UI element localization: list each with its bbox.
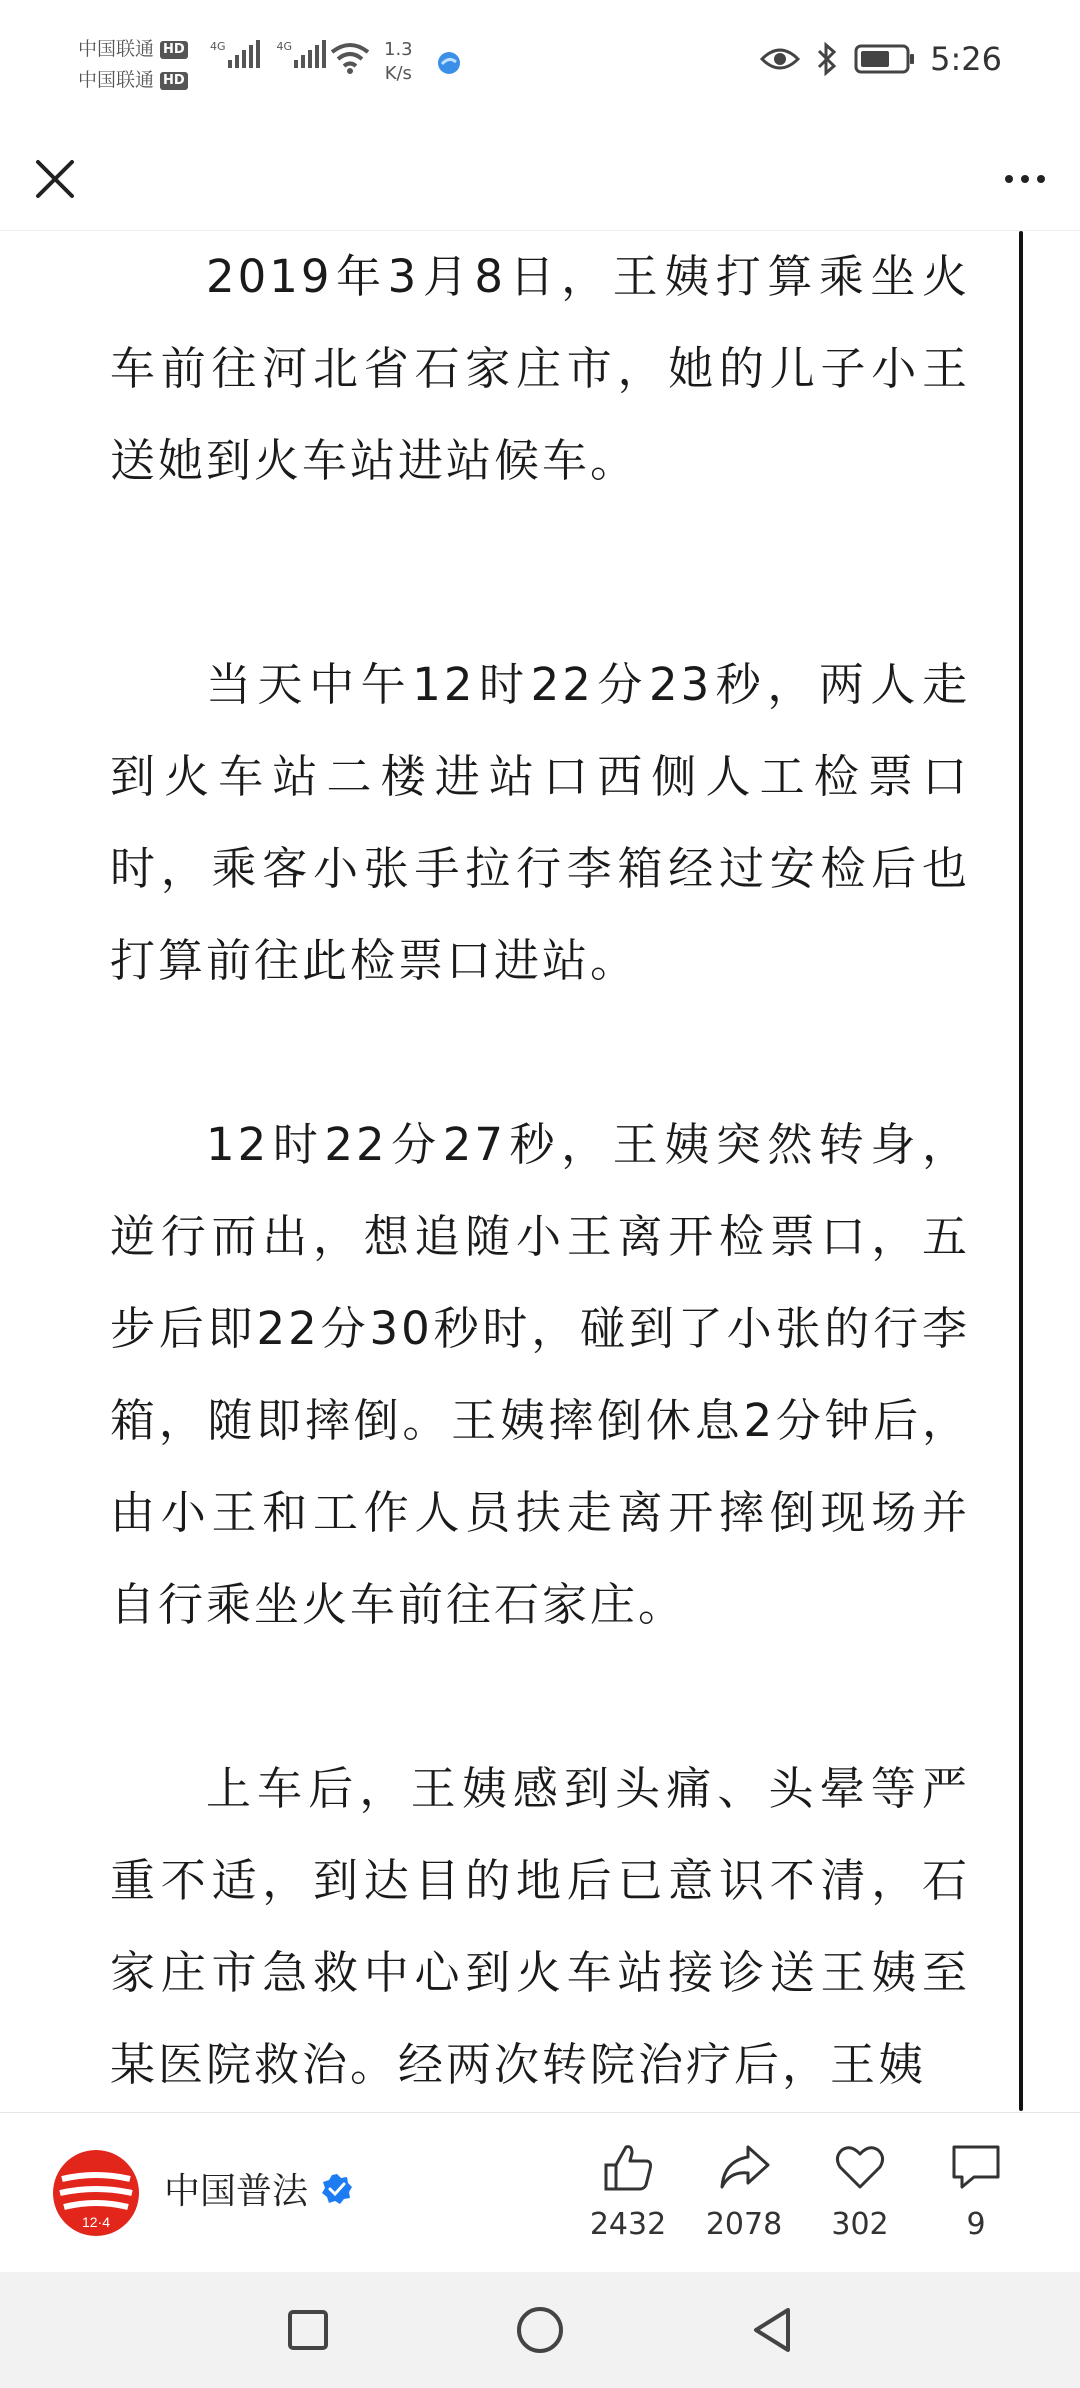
carrier-info bbox=[78, 34, 188, 96]
home-icon bbox=[514, 2304, 566, 2356]
logo-text: 12·4 bbox=[81, 2214, 111, 2230]
like-count: 2432 bbox=[589, 2207, 667, 2242]
scrollbar[interactable] bbox=[1019, 231, 1023, 2111]
speed-unit: K/s bbox=[384, 63, 412, 84]
system-nav-bar bbox=[0, 2272, 1080, 2388]
favorite-button[interactable] bbox=[802, 2139, 918, 2242]
signal-icon bbox=[210, 40, 263, 68]
clock: 5:26 bbox=[930, 40, 1002, 78]
author-info[interactable] bbox=[164, 2163, 354, 2214]
network-speed bbox=[384, 38, 413, 86]
paragraph: 当天中午12时22分23秒，两人走到火车站二楼进站口西侧人工检票口时，乘客小张手拉行李箱经过安检后也打算前往此检票口进站。 bbox=[110, 658, 970, 987]
eye-icon bbox=[760, 45, 800, 73]
status-bar bbox=[0, 0, 1080, 130]
recents-icon bbox=[284, 2306, 332, 2354]
home-button[interactable] bbox=[510, 2300, 570, 2360]
network-type-1: 4G bbox=[210, 40, 226, 53]
status-right-icons bbox=[744, 40, 1002, 78]
comment-button[interactable] bbox=[918, 2139, 1034, 2242]
article-content[interactable] bbox=[0, 231, 1080, 2111]
paragraph: 12时22分27秒，王姨突然转身，逆行而出，想追随小王离开检票口，五步后即22分30秒时，碰到了小张的行李箱，随即摔倒。王姨摔倒休息2分钟后，由小王和工作人员扶走离开摔倒现场并自行乘坐火车前往石家庄。 bbox=[110, 1118, 970, 1631]
paragraph: 上车后，王姨感到头痛、头晕等严重不适，到达目的地后已意识不清，石家庄市急救中心到火车站接诊送王姨至某医院救治。经两次转院治疗后，王姨 bbox=[110, 1762, 970, 2091]
action-buttons bbox=[570, 2139, 1034, 2242]
comment-icon bbox=[948, 2139, 1004, 2195]
share-button[interactable] bbox=[686, 2139, 802, 2242]
back-button[interactable] bbox=[742, 2300, 802, 2360]
speed-value: 1.3 bbox=[384, 39, 413, 60]
author-avatar[interactable] bbox=[52, 2149, 140, 2237]
signal-icons bbox=[210, 40, 343, 68]
like-button[interactable] bbox=[570, 2139, 686, 2242]
bottom-action-bar bbox=[0, 2112, 1080, 2273]
favorite-count: 302 bbox=[831, 2207, 889, 2242]
share-icon bbox=[716, 2139, 772, 2195]
comment-count: 9 bbox=[966, 2207, 986, 2242]
paragraph: 2019年3月8日，王姨打算乘坐火车前往河北省石家庄市，她的儿子小王送她到火车站进站候车。 bbox=[110, 250, 970, 487]
network-type-2: 4G bbox=[276, 40, 293, 53]
verified-icon bbox=[320, 2172, 354, 2206]
recents-button[interactable] bbox=[278, 2300, 338, 2360]
carrier-name-1: 中国联通 bbox=[78, 38, 155, 60]
top-bar bbox=[0, 130, 1080, 231]
share-count: 2078 bbox=[705, 2207, 783, 2242]
like-icon bbox=[600, 2139, 656, 2195]
author-name[interactable]: 中国普法 bbox=[164, 2171, 309, 2212]
hd-badge-1: HD bbox=[160, 41, 188, 59]
more-icon[interactable] bbox=[992, 146, 1058, 212]
carrier-name-2: 中国联通 bbox=[78, 69, 155, 91]
battery-icon bbox=[854, 43, 916, 75]
hd-badge-2: HD bbox=[160, 72, 188, 90]
close-icon[interactable] bbox=[22, 146, 88, 212]
bluetooth-icon bbox=[816, 42, 838, 76]
back-icon bbox=[748, 2304, 796, 2356]
favorite-icon bbox=[832, 2139, 888, 2195]
signal-icon bbox=[277, 40, 330, 68]
wifi-icon bbox=[330, 42, 370, 74]
app-notification-icon bbox=[436, 50, 462, 76]
